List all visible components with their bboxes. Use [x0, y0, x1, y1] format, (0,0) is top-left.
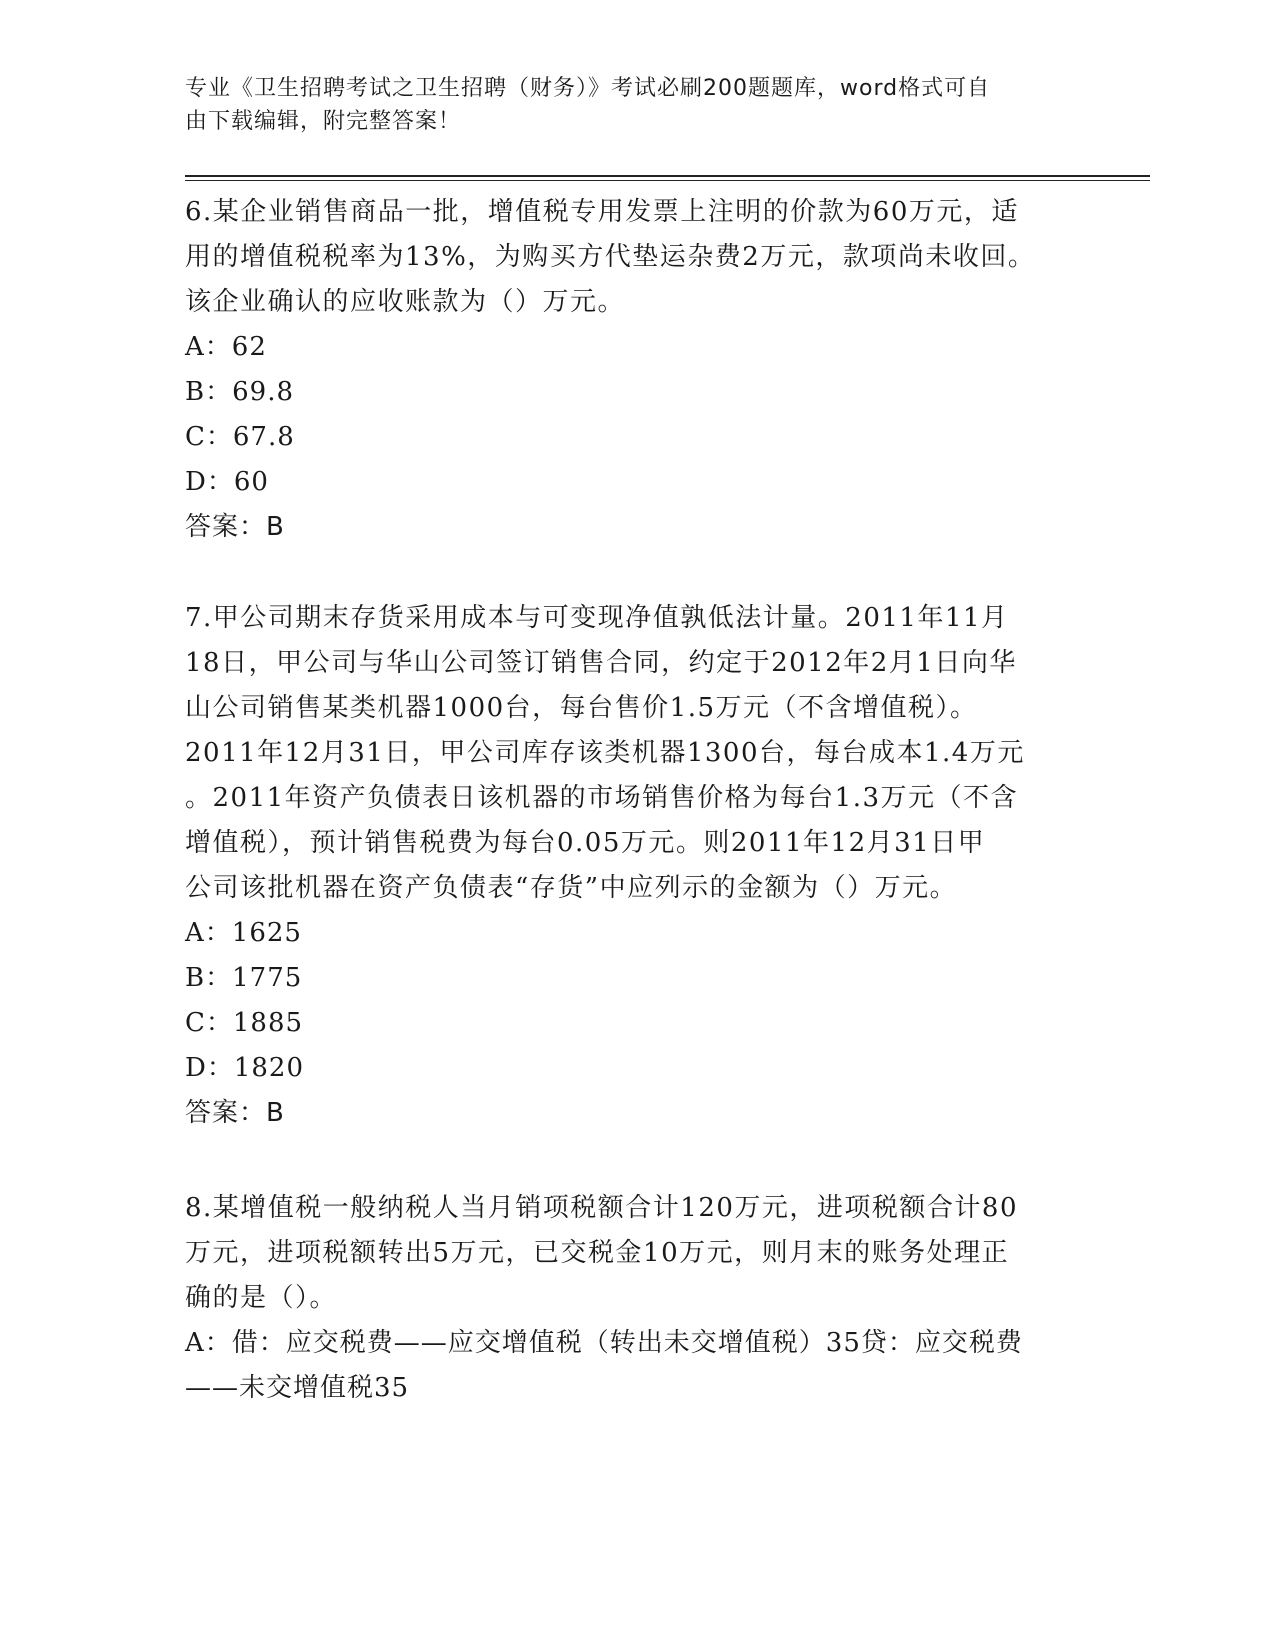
question-stem: 8.某增值税一般纳税人当月销项税额合计120万元，进项税额合计80 万元，进项税额转出5万元，已交税金10万元，则月末的账务处理正 确的是（）。 — [185, 1193, 1019, 1313]
question-7 — [185, 596, 1075, 1136]
header-line-2: 由下载编辑，附完整答案！ — [185, 109, 462, 134]
question-6 — [185, 190, 1075, 550]
option-b: B：1775 — [185, 963, 303, 993]
option-c: C：1885 — [185, 1008, 304, 1038]
option-c: C：67.8 — [185, 422, 295, 452]
answer-line: 答案：B — [185, 512, 285, 542]
answer-line: 答案：B — [185, 1098, 285, 1128]
header-line-1: 专业《卫生招聘考试之卫生招聘（财务）》考试必刷200题题库，word格式可自 — [185, 76, 991, 101]
option-d: D：1820 — [185, 1053, 305, 1083]
question-stem: 7.甲公司期末存货采用成本与可变现净值孰低法计量。2011年11月 18日，甲公司与华山公司签订销售合同，约定于2012年2月1日向华 山公司销售某类机器1000台，每台售价1.5万元（不含增值税）。 2011年12月31日，甲公司库存该类机器1300台，每台成本1.4万元 。2011年资产负债表日该机器的市场销售价格为每台1.3万元（不含 增值税），预计销售税费为每台0.05万元。则2011年12月31日甲 公司该批机器在资产负债表“存货”中应列示的金额为（）万元。 — [185, 603, 1025, 903]
header-divider-top — [185, 175, 1150, 177]
question-stem: 6.某企业销售商品一批，增值税专用发票上注明的价款为60万元，适 用的增值税税率为13%，为购买方代垫运杂费2万元，款项尚未收回。 该企业确认的应收账款为（）万元。 — [185, 197, 1036, 317]
option-a: A：借：应交税费——应交增值税（转出未交增值税）35贷：应交税费 ——未交增值税35 — [185, 1328, 1023, 1403]
option-b: B：69.8 — [185, 377, 294, 407]
option-a: A：62 — [185, 332, 267, 362]
question-8 — [185, 1186, 1075, 1411]
option-a: A：1625 — [185, 918, 302, 948]
header-divider-bottom — [185, 180, 1150, 181]
document-header — [185, 72, 1065, 138]
option-d: D：60 — [185, 467, 269, 497]
